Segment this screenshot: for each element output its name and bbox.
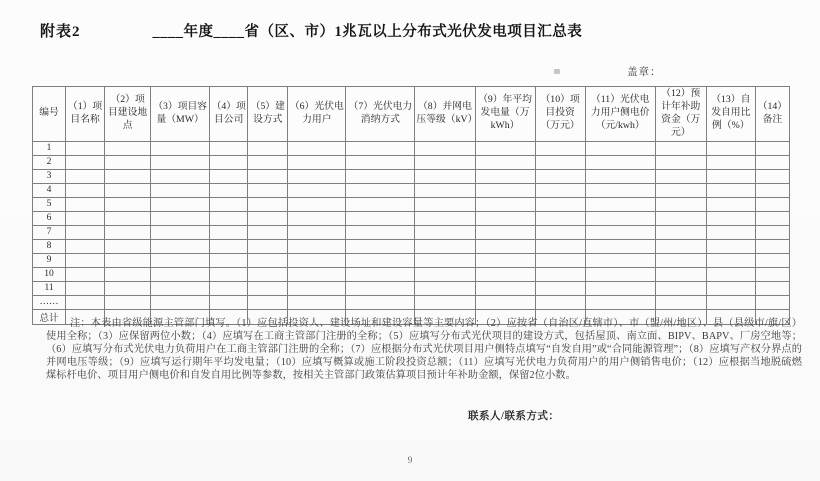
row-number-cell: 6 (33, 211, 66, 225)
empty-cell (151, 197, 210, 211)
empty-cell (475, 141, 535, 155)
empty-cell (415, 295, 475, 309)
empty-cell (706, 169, 755, 183)
empty-cell (706, 239, 755, 253)
empty-cell (151, 169, 210, 183)
table-header-row (33, 87, 790, 142)
empty-cell (248, 253, 288, 267)
column-header: （11）光伏电力用户侧电价（元/kwh） (585, 87, 655, 142)
empty-cell (288, 225, 346, 239)
empty-cell (585, 141, 655, 155)
empty-cell (248, 197, 288, 211)
empty-cell (105, 197, 151, 211)
row-number-cell: 5 (33, 197, 66, 211)
empty-cell (535, 211, 585, 225)
empty-cell (655, 253, 706, 267)
table-row (33, 295, 790, 309)
row-number-cell: 8 (33, 239, 66, 253)
column-header: （12）预计年补助资金（万元） (655, 87, 706, 142)
empty-cell (346, 141, 415, 155)
empty-cell (346, 183, 415, 197)
scan-smudge-artifact (554, 69, 560, 74)
empty-cell (210, 225, 248, 239)
row-number-cell: 9 (33, 253, 66, 267)
empty-cell (288, 267, 346, 281)
table-row (33, 281, 790, 295)
empty-cell (585, 225, 655, 239)
empty-cell (248, 267, 288, 281)
empty-cell (585, 281, 655, 295)
empty-cell (66, 169, 105, 183)
empty-cell (655, 183, 706, 197)
empty-cell (585, 155, 655, 169)
empty-cell (288, 253, 346, 267)
empty-cell (105, 155, 151, 169)
empty-cell (475, 267, 535, 281)
column-header: （6）光伏电力用户 (288, 87, 346, 142)
empty-cell (66, 211, 105, 225)
column-header: （8）并网电压等级（kV） (415, 87, 475, 142)
column-header: （4）项目公司 (210, 87, 248, 142)
empty-cell (706, 141, 755, 155)
empty-cell (151, 141, 210, 155)
empty-cell (655, 295, 706, 309)
empty-cell (755, 267, 789, 281)
empty-cell (346, 197, 415, 211)
table-row (33, 155, 790, 169)
empty-cell (415, 281, 475, 295)
empty-cell (288, 169, 346, 183)
column-header: （9）年平均发电量（万kWh） (475, 87, 535, 142)
empty-cell (346, 295, 415, 309)
column-header: 编号 (33, 87, 66, 142)
empty-cell (415, 267, 475, 281)
empty-cell (755, 197, 789, 211)
empty-cell (151, 225, 210, 239)
empty-cell (210, 267, 248, 281)
empty-cell (706, 225, 755, 239)
empty-cell (475, 253, 535, 267)
empty-cell (755, 155, 789, 169)
empty-cell (248, 295, 288, 309)
empty-cell (755, 211, 789, 225)
column-header: （10）项目投资（万元） (535, 87, 585, 142)
empty-cell (706, 197, 755, 211)
column-header: （7）光伏电力消纳方式 (346, 87, 415, 142)
empty-cell (415, 239, 475, 253)
column-header: （3）项目容量（MW） (151, 87, 210, 142)
table-row (33, 267, 790, 281)
row-number-cell: 1 (33, 141, 66, 155)
empty-cell (346, 253, 415, 267)
table-row (33, 225, 790, 239)
empty-cell (210, 183, 248, 197)
table-row (33, 169, 790, 183)
empty-cell (535, 239, 585, 253)
empty-cell (655, 281, 706, 295)
row-number-cell: 10 (33, 267, 66, 281)
empty-cell (655, 267, 706, 281)
empty-cell (755, 169, 789, 183)
empty-cell (105, 169, 151, 183)
row-number-cell: 11 (33, 281, 66, 295)
empty-cell (655, 239, 706, 253)
empty-cell (210, 239, 248, 253)
empty-cell (346, 267, 415, 281)
empty-cell (151, 211, 210, 225)
table-row (33, 197, 790, 211)
empty-cell (655, 155, 706, 169)
empty-cell (706, 211, 755, 225)
empty-cell (655, 197, 706, 211)
empty-cell (475, 183, 535, 197)
empty-cell (210, 155, 248, 169)
empty-cell (535, 295, 585, 309)
empty-cell (288, 211, 346, 225)
empty-cell (66, 197, 105, 211)
empty-cell (346, 225, 415, 239)
empty-cell (346, 239, 415, 253)
empty-cell (151, 183, 210, 197)
empty-cell (585, 295, 655, 309)
column-header: （5）建设方式 (248, 87, 288, 142)
empty-cell (151, 295, 210, 309)
empty-cell (288, 155, 346, 169)
row-number-cell: …… (33, 295, 66, 309)
empty-cell (755, 253, 789, 267)
empty-cell (151, 253, 210, 267)
empty-cell (535, 155, 585, 169)
empty-cell (475, 155, 535, 169)
column-header: （13）自发自用比例（%） (706, 87, 755, 142)
empty-cell (415, 225, 475, 239)
empty-cell (535, 141, 585, 155)
table-row (33, 141, 790, 155)
empty-cell (66, 239, 105, 253)
empty-cell (475, 169, 535, 183)
empty-cell (288, 183, 346, 197)
table-row (33, 211, 790, 225)
empty-cell (585, 183, 655, 197)
empty-cell (415, 183, 475, 197)
empty-cell (535, 197, 585, 211)
empty-cell (585, 169, 655, 183)
empty-cell (66, 155, 105, 169)
empty-cell (248, 281, 288, 295)
empty-cell (105, 295, 151, 309)
empty-cell (66, 267, 105, 281)
empty-cell (210, 281, 248, 295)
empty-cell (248, 183, 288, 197)
empty-cell (535, 225, 585, 239)
empty-cell (585, 253, 655, 267)
empty-cell (210, 197, 248, 211)
appendix-label: 附表2 (40, 24, 81, 40)
empty-cell (535, 169, 585, 183)
empty-cell (755, 295, 789, 309)
empty-cell (151, 267, 210, 281)
empty-cell (288, 141, 346, 155)
empty-cell (346, 155, 415, 169)
empty-cell (755, 239, 789, 253)
column-header: （2）项目建设地点 (105, 87, 151, 142)
empty-cell (210, 169, 248, 183)
column-header: （1）项目名称 (66, 87, 105, 142)
empty-cell (475, 197, 535, 211)
empty-cell (248, 225, 288, 239)
empty-cell (105, 183, 151, 197)
empty-cell (655, 141, 706, 155)
empty-cell (248, 155, 288, 169)
table-row (33, 253, 790, 267)
empty-cell (755, 225, 789, 239)
title-row (40, 20, 800, 41)
empty-cell (535, 253, 585, 267)
empty-cell (210, 295, 248, 309)
empty-cell (475, 211, 535, 225)
empty-cell (66, 141, 105, 155)
empty-cell (706, 253, 755, 267)
row-number-cell: 2 (33, 155, 66, 169)
empty-cell (475, 239, 535, 253)
empty-cell (475, 281, 535, 295)
empty-cell (248, 211, 288, 225)
empty-cell (415, 141, 475, 155)
empty-cell (210, 141, 248, 155)
empty-cell (210, 253, 248, 267)
empty-cell (66, 295, 105, 309)
empty-cell (66, 253, 105, 267)
row-number-cell: 4 (33, 183, 66, 197)
empty-cell (248, 169, 288, 183)
empty-cell (346, 211, 415, 225)
empty-cell (706, 183, 755, 197)
empty-cell (655, 225, 706, 239)
empty-cell (66, 281, 105, 295)
empty-cell (288, 239, 346, 253)
table-row (33, 183, 790, 197)
row-number-cell: 3 (33, 169, 66, 183)
empty-cell (755, 141, 789, 155)
row-number-cell: 总计 (33, 309, 66, 324)
empty-cell (105, 253, 151, 267)
empty-cell (346, 169, 415, 183)
column-header: （14）备注 (755, 87, 789, 142)
empty-cell (415, 211, 475, 225)
empty-cell (415, 253, 475, 267)
empty-cell (475, 295, 535, 309)
page-title: ____年度____省（区、市）1兆瓦以上分布式光伏发电项目汇总表 (152, 24, 583, 40)
empty-cell (105, 267, 151, 281)
empty-cell (655, 211, 706, 225)
empty-cell (706, 295, 755, 309)
table-row (33, 239, 790, 253)
empty-cell (288, 295, 346, 309)
empty-cell (105, 281, 151, 295)
empty-cell (151, 281, 210, 295)
pv-project-summary-table (32, 86, 790, 325)
table-notes: 注：本表由省级能源主管部门填写。（1）应包括投资人、建设场址和建设容量等主要内容；（2）应按省（自治区/直辖市）、市（盟/州/地区）、县（县级市/旗/区）使用全称；（3）应保留两位小数；（4）应填写在工商主管部门注册的全称；（5）应填写分布式光伏项目的建设方式，包括屋顶、南立面、BIPV、BAPV、厂房空地等；（6）应填写分布式光伏电力负荷用户在工商主管部门注册的全称；（7）应根据分布式光伏项目用户侧特点填写“自发自用”或“合同能源管理”；（8）应填写产权分界点的并网电压等级；（9）应填写运行期年平均发电量；（10）应填写概算或施工阶段投资总额；（11）应填写光伏电力负荷用户的用户侧销售电价；（12）应根据当地脱硫燃煤标杆电价、项目用户侧电价和自发自用比例等参数，按相关主管部门政策估算项目预计年补助金额，保留2位小数。 (46, 318, 802, 381)
empty-cell (415, 169, 475, 183)
empty-cell (655, 169, 706, 183)
empty-cell (706, 267, 755, 281)
contact-label: 联系人/联系方式： (468, 411, 560, 422)
empty-cell (585, 211, 655, 225)
page-number: 9 (407, 456, 413, 466)
empty-cell (585, 239, 655, 253)
empty-cell (105, 211, 151, 225)
empty-cell (105, 225, 151, 239)
empty-cell (105, 141, 151, 155)
empty-cell (248, 141, 288, 155)
empty-cell (151, 155, 210, 169)
empty-cell (248, 239, 288, 253)
empty-cell (288, 281, 346, 295)
empty-cell (288, 197, 346, 211)
empty-cell (105, 239, 151, 253)
empty-cell (585, 267, 655, 281)
empty-cell (346, 281, 415, 295)
empty-cell (415, 155, 475, 169)
empty-cell (706, 155, 755, 169)
empty-cell (755, 281, 789, 295)
empty-cell (475, 225, 535, 239)
empty-cell (585, 197, 655, 211)
empty-cell (66, 225, 105, 239)
empty-cell (535, 267, 585, 281)
empty-cell (706, 281, 755, 295)
stamp-label: 盖章： (627, 67, 662, 78)
empty-cell (415, 197, 475, 211)
row-number-cell: 7 (33, 225, 66, 239)
empty-cell (535, 281, 585, 295)
empty-cell (210, 211, 248, 225)
empty-cell (755, 183, 789, 197)
empty-cell (151, 239, 210, 253)
empty-cell (66, 183, 105, 197)
empty-cell (535, 183, 585, 197)
